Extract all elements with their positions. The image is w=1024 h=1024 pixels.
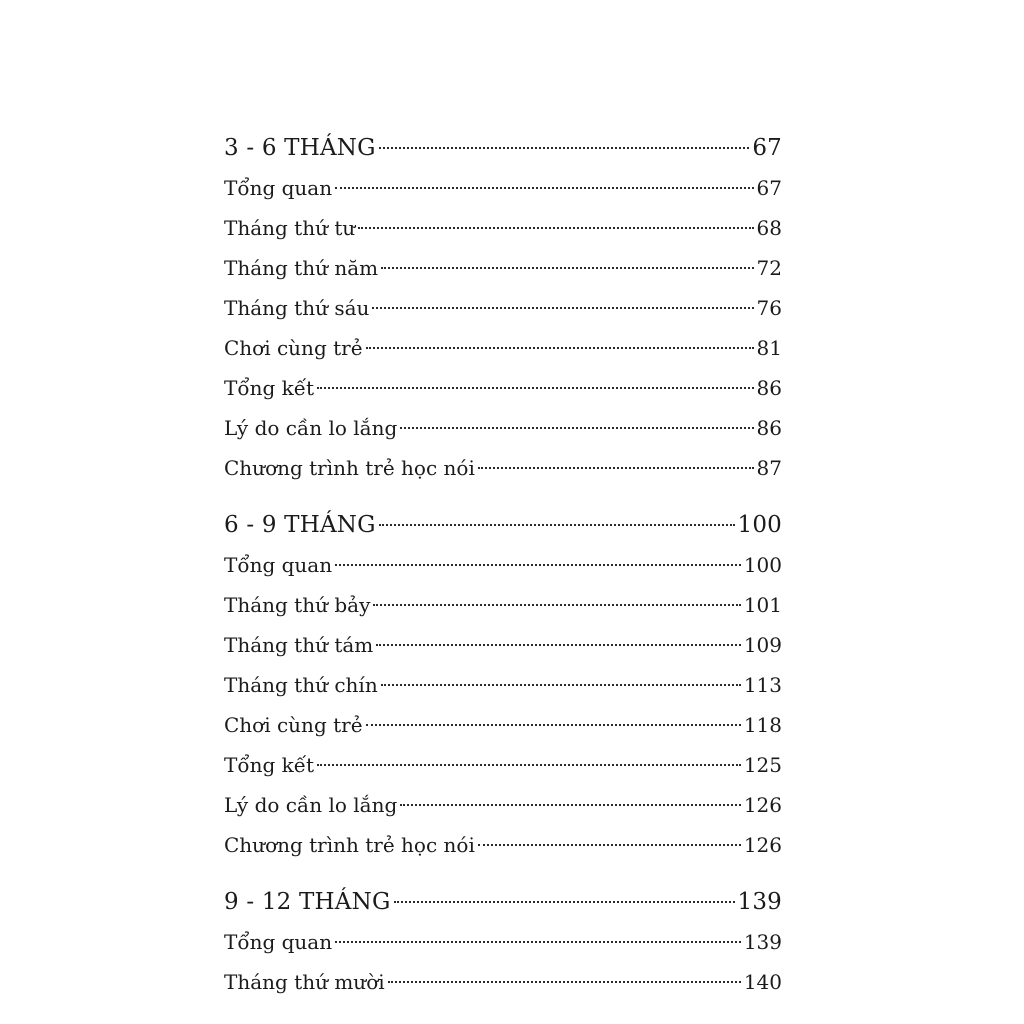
toc-entry-label: Tháng thứ tư xyxy=(224,216,356,240)
dot-leader xyxy=(335,941,741,943)
toc-entry-label: Tháng thứ chín xyxy=(224,673,378,697)
toc-entry-label: Tháng thứ bảy xyxy=(224,593,371,617)
toc-page-number: 86 xyxy=(756,376,782,400)
toc-entry-label: Tổng kết xyxy=(224,376,315,400)
toc-entry-label: Tháng thứ sáu xyxy=(224,296,370,320)
toc-entry[interactable] xyxy=(224,248,782,288)
toc-entry[interactable] xyxy=(224,585,782,625)
toc-entry[interactable] xyxy=(224,328,782,368)
toc-page-number: 113 xyxy=(743,673,782,697)
toc-page-number: 81 xyxy=(756,336,782,360)
toc-entry[interactable] xyxy=(224,288,782,328)
toc-entry[interactable] xyxy=(224,168,782,208)
toc-entry[interactable] xyxy=(224,408,782,448)
toc-entry[interactable] xyxy=(224,545,782,585)
toc-page-number: 87 xyxy=(756,456,782,480)
dot-leader xyxy=(335,187,753,189)
toc-entry[interactable] xyxy=(224,785,782,825)
toc-heading-label: 3 - 6 THÁNG xyxy=(224,135,376,161)
toc-entry-label: Chơi cùng trẻ xyxy=(224,713,363,737)
dot-leader xyxy=(373,604,740,606)
toc-section-heading[interactable] xyxy=(224,882,782,922)
dot-leader xyxy=(381,684,741,686)
toc-entry[interactable] xyxy=(224,448,782,488)
toc-section-9-12-months xyxy=(224,882,782,1002)
toc-entry-label: Tổng quan xyxy=(224,176,333,200)
dot-leader xyxy=(478,844,741,846)
toc-page-number: 100 xyxy=(737,512,782,538)
toc-entry-label: Chương trình trẻ học nói xyxy=(224,833,475,857)
toc-page-number: 126 xyxy=(743,833,782,857)
toc-section-6-9-months xyxy=(224,505,782,865)
toc-page-number: 100 xyxy=(743,553,782,577)
toc-page-number: 118 xyxy=(743,713,782,737)
toc-heading-label: 6 - 9 THÁNG xyxy=(224,512,376,538)
toc-entry-label: Tổng quan xyxy=(224,930,333,954)
toc-section-heading[interactable] xyxy=(224,505,782,545)
toc-entry-label: Tổng kết xyxy=(224,753,315,777)
toc-page-number: 140 xyxy=(743,970,782,994)
toc-entry[interactable] xyxy=(224,208,782,248)
toc-entry-label: Tổng quan xyxy=(224,553,333,577)
toc-page-number: 67 xyxy=(752,135,782,161)
dot-leader xyxy=(376,644,741,646)
dot-leader xyxy=(400,427,753,429)
toc-entry[interactable] xyxy=(224,705,782,745)
dot-leader xyxy=(381,267,753,269)
toc-entry-label: Tháng thứ năm xyxy=(224,256,379,280)
dot-leader xyxy=(379,147,750,149)
toc-page-number: 139 xyxy=(743,930,782,954)
toc-heading-label: 9 - 12 THÁNG xyxy=(224,889,391,915)
toc-page-number: 101 xyxy=(743,593,782,617)
toc-page-number: 125 xyxy=(743,753,782,777)
dot-leader xyxy=(358,227,753,229)
toc-page-number: 76 xyxy=(756,296,782,320)
dot-leader xyxy=(394,901,735,903)
toc-entry[interactable] xyxy=(224,665,782,705)
toc-page-number: 72 xyxy=(756,256,782,280)
toc-entry-label: Chơi cùng trẻ xyxy=(224,336,363,360)
dot-leader xyxy=(317,387,753,389)
toc-entry-label: Tháng thứ tám xyxy=(224,633,374,657)
dot-leader xyxy=(372,307,753,309)
toc-entry[interactable] xyxy=(224,922,782,962)
toc-entry[interactable] xyxy=(224,962,782,1002)
dot-leader xyxy=(366,724,741,726)
toc-entry[interactable] xyxy=(224,745,782,785)
toc-page-number: 86 xyxy=(756,416,782,440)
table-of-contents xyxy=(224,128,782,1002)
dot-leader xyxy=(400,804,741,806)
toc-page-number: 139 xyxy=(737,889,782,915)
toc-page-number: 68 xyxy=(756,216,782,240)
dot-leader xyxy=(388,981,741,983)
toc-entry-label: Lý do cần lo lắng xyxy=(224,416,398,440)
dot-leader xyxy=(379,524,735,526)
dot-leader xyxy=(335,564,741,566)
toc-section-3-6-months xyxy=(224,128,782,488)
dot-leader xyxy=(366,347,754,349)
toc-entry-label: Lý do cần lo lắng xyxy=(224,793,398,817)
toc-entry[interactable] xyxy=(224,368,782,408)
toc-section-heading[interactable] xyxy=(224,128,782,168)
toc-page-number: 67 xyxy=(756,176,782,200)
toc-page-number: 109 xyxy=(743,633,782,657)
toc-entry-label: Chương trình trẻ học nói xyxy=(224,456,475,480)
toc-page-number: 126 xyxy=(743,793,782,817)
toc-entry[interactable] xyxy=(224,825,782,865)
dot-leader xyxy=(317,764,741,766)
toc-entry-label: Tháng thứ mười xyxy=(224,970,385,994)
dot-leader xyxy=(478,467,754,469)
toc-entry[interactable] xyxy=(224,625,782,665)
